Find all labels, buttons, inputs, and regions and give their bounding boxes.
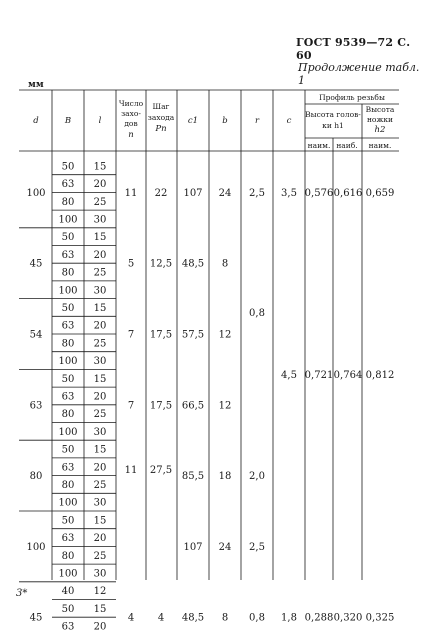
- cell-b: 12: [218, 400, 232, 412]
- cell-l: 20: [93, 320, 107, 332]
- cell-p: 17,5: [149, 329, 173, 341]
- cell-l: 20: [93, 391, 107, 403]
- cell-B: 63: [61, 462, 75, 474]
- header-p-line2: захода: [147, 113, 175, 122]
- cell-h2: 0,325: [365, 612, 395, 624]
- cell-l: 20: [93, 533, 107, 545]
- cell-B: 80: [61, 196, 75, 208]
- cell-h2: 0,659: [365, 187, 395, 199]
- cell-r-merged: 0,8: [249, 308, 265, 319]
- cell-b: 24: [218, 541, 232, 553]
- cell-c1: 107: [183, 541, 203, 553]
- cell-l: 15: [93, 161, 107, 173]
- header-l: l: [98, 116, 102, 126]
- cell-B: 63: [61, 320, 75, 332]
- cell-n: 11: [124, 187, 138, 199]
- header-n-line2: захо-: [121, 109, 141, 118]
- header-h1-max: наиб.: [336, 141, 358, 150]
- header-c1: c1: [187, 116, 199, 126]
- cell-B: 100: [58, 497, 78, 509]
- cell-B: 63: [61, 179, 75, 191]
- cell-n: 7: [127, 329, 135, 341]
- cell-l: 25: [93, 550, 107, 562]
- cell-c-merged: 4,5: [281, 370, 297, 381]
- cell-b: 8: [221, 258, 229, 270]
- cell-n: 7: [127, 400, 135, 412]
- cell-l: 25: [93, 338, 107, 350]
- cell-B: 63: [61, 621, 75, 631]
- cell-h1max-merged: 0,764: [333, 370, 363, 381]
- cell-r: 2,5: [249, 541, 265, 553]
- cell-l: 30: [93, 426, 107, 438]
- cell-c1: 57,5: [181, 329, 205, 341]
- cell-B: 50: [61, 232, 75, 244]
- cell-B: 80: [61, 479, 75, 491]
- cell-l: 20: [93, 621, 107, 631]
- cell-d: 100: [26, 541, 46, 553]
- header-r: r: [254, 116, 260, 126]
- cell-c1: 85,5: [181, 471, 205, 483]
- cell-c1: 48,5: [181, 612, 205, 624]
- cell-n-merged: 11: [124, 465, 138, 476]
- cell-p: 17,5: [149, 400, 173, 412]
- cell-B: 80: [61, 338, 75, 350]
- header-p-line1: Шаг: [152, 102, 170, 111]
- header-c: c: [286, 116, 292, 126]
- cell-B: 80: [61, 550, 75, 562]
- header-d: d: [33, 116, 39, 126]
- header-h2-line3: h2: [374, 125, 386, 135]
- cell-l: 30: [93, 568, 107, 580]
- header-n-line3: дов: [124, 119, 138, 128]
- cell-d: 63: [29, 400, 43, 412]
- cell-l: 15: [93, 603, 107, 615]
- header-h2-min: наим.: [368, 141, 392, 150]
- cell-h1min: 0,288: [304, 612, 334, 624]
- cell-B: 80: [61, 409, 75, 421]
- cell-l: 15: [93, 232, 107, 244]
- cell-c1: 107: [183, 187, 203, 199]
- cell-p-merged: 27,5: [149, 465, 173, 476]
- cell-B: 100: [58, 214, 78, 226]
- cell-B: 100: [58, 426, 78, 438]
- cell-B: 80: [61, 267, 75, 279]
- header-n-line1: Число: [118, 99, 144, 108]
- header-profile: Профиль резьбы: [319, 93, 385, 102]
- cell-l: 15: [93, 302, 107, 314]
- header-b: b: [222, 116, 228, 126]
- cell-c1: 66,5: [181, 400, 205, 412]
- cell-p: 12,5: [149, 258, 173, 270]
- cell-n: 4: [127, 612, 135, 624]
- header-h1-min: наим.: [307, 141, 331, 150]
- cell-p: 4: [157, 612, 165, 624]
- cell-l: 30: [93, 214, 107, 226]
- cell-d: 80: [29, 471, 43, 483]
- cell-B: 100: [58, 356, 78, 368]
- cell-h1min: 0,576: [304, 187, 334, 199]
- cell-B: 100: [58, 568, 78, 580]
- cell-d: 45: [29, 258, 43, 270]
- cell-h1max: 0,616: [333, 187, 363, 199]
- cell-c: 3,5: [281, 187, 297, 199]
- cell-b: 24: [218, 187, 232, 199]
- cell-d: 100: [26, 187, 46, 199]
- cell-l: 15: [93, 373, 107, 385]
- header-h2-line2: ножки: [366, 115, 394, 124]
- cell-B: 50: [61, 373, 75, 385]
- cell-b: 8: [221, 612, 229, 624]
- cell-B: 63: [61, 249, 75, 261]
- cell-l: 30: [93, 497, 107, 509]
- cell-B: 40: [61, 586, 75, 598]
- cell-l: 12: [93, 586, 107, 598]
- unit-label: мм: [28, 80, 44, 90]
- cell-B: 50: [61, 161, 75, 173]
- cell-B: 50: [61, 444, 75, 456]
- cell-l: 25: [93, 196, 107, 208]
- cell-p: 22: [154, 187, 168, 199]
- cell-B: 50: [61, 515, 75, 527]
- header-p-line3: Pn: [155, 124, 167, 134]
- header-h1-line2: ки h1: [322, 121, 344, 130]
- cell-l: 15: [93, 444, 107, 456]
- cell-h2-merged: 0,812: [365, 370, 395, 381]
- cell-B: 100: [58, 285, 78, 297]
- cell-l: 20: [93, 249, 107, 261]
- cell-l: 15: [93, 515, 107, 527]
- cell-l: 25: [93, 479, 107, 491]
- header-n-line4: n: [128, 130, 134, 140]
- cell-r: 0,8: [249, 612, 265, 624]
- cell-b: 18: [218, 471, 232, 483]
- cell-b: 12: [218, 329, 232, 341]
- cell-l: 20: [93, 462, 107, 474]
- cell-c1: 48,5: [181, 258, 205, 270]
- cell-c: 1,8: [281, 612, 297, 624]
- cell-r: 2,0: [249, 471, 265, 483]
- header-h2-line1: Высота: [365, 105, 395, 114]
- cell-B: 63: [61, 533, 75, 545]
- cell-h1min-merged: 0,721: [304, 370, 334, 381]
- cell-l: 20: [93, 179, 107, 191]
- cell-l: 25: [93, 409, 107, 421]
- cell-l: 25: [93, 267, 107, 279]
- standard-header: ГОСТ 9539—72 С. 60: [296, 36, 411, 62]
- cell-l: 30: [93, 285, 107, 297]
- cell-r: 2,5: [249, 187, 265, 199]
- cell-d: 45: [29, 612, 43, 624]
- header-B: B: [64, 116, 72, 126]
- page-mark: 3*: [16, 588, 28, 599]
- cell-B: 50: [61, 302, 75, 314]
- cell-l: 30: [93, 356, 107, 368]
- cell-h1max: 0,320: [333, 612, 363, 624]
- cell-B: 63: [61, 391, 75, 403]
- cell-B: 50: [61, 603, 75, 615]
- header-h1-line1: Высота голов-: [305, 110, 361, 119]
- cell-d: 54: [29, 329, 43, 341]
- cell-n: 5: [127, 258, 135, 270]
- continuation-caption: Продолжение табл. 1: [298, 61, 420, 87]
